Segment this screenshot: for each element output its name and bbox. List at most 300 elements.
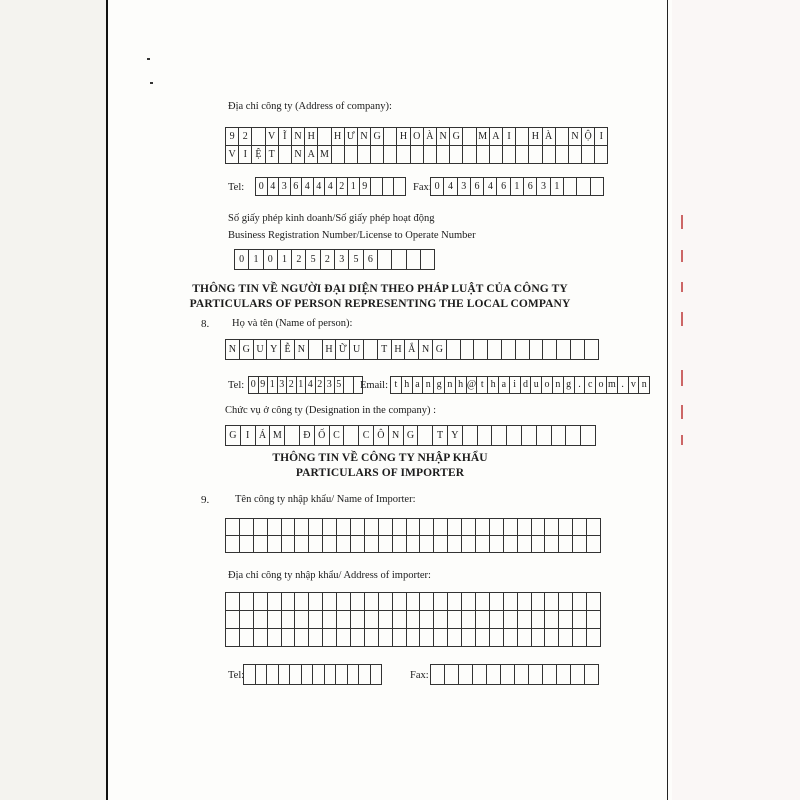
designation-field[interactable] bbox=[225, 425, 596, 446]
char-box[interactable]: H bbox=[529, 128, 542, 146]
char-box[interactable] bbox=[518, 629, 532, 647]
char-box[interactable] bbox=[254, 519, 268, 536]
char-box[interactable]: a bbox=[499, 377, 510, 394]
char-box[interactable] bbox=[473, 665, 487, 685]
char-box[interactable]: G bbox=[404, 426, 419, 446]
char-box[interactable] bbox=[323, 629, 337, 647]
char-box[interactable] bbox=[577, 178, 590, 196]
char-box[interactable] bbox=[393, 611, 407, 629]
char-box[interactable] bbox=[569, 146, 582, 164]
char-box[interactable]: Ố bbox=[315, 426, 330, 446]
char-box[interactable] bbox=[448, 593, 462, 611]
char-box[interactable] bbox=[437, 146, 450, 164]
char-box[interactable] bbox=[268, 629, 282, 647]
char-box[interactable] bbox=[309, 611, 323, 629]
char-box[interactable] bbox=[351, 611, 365, 629]
char-box[interactable] bbox=[516, 340, 530, 360]
char-box[interactable] bbox=[318, 128, 331, 146]
char-box[interactable] bbox=[254, 629, 268, 647]
char-box[interactable]: 3 bbox=[537, 178, 550, 196]
char-box[interactable]: 3 bbox=[458, 178, 471, 196]
char-box[interactable] bbox=[462, 593, 476, 611]
char-box[interactable]: Ộ bbox=[582, 128, 595, 146]
char-box[interactable] bbox=[379, 536, 393, 553]
char-box[interactable] bbox=[407, 629, 421, 647]
char-box[interactable]: h bbox=[456, 377, 467, 394]
char-box[interactable] bbox=[268, 519, 282, 536]
char-box[interactable] bbox=[418, 426, 433, 446]
char-box[interactable]: N bbox=[292, 146, 305, 164]
char-box[interactable]: 0 bbox=[256, 178, 268, 196]
char-box[interactable]: g bbox=[434, 377, 445, 394]
char-box[interactable]: 3 bbox=[278, 377, 288, 394]
char-box[interactable] bbox=[545, 536, 559, 553]
char-box[interactable]: V bbox=[266, 128, 279, 146]
char-box[interactable] bbox=[254, 536, 268, 553]
char-box[interactable]: v bbox=[629, 377, 640, 394]
char-box[interactable]: N bbox=[569, 128, 582, 146]
char-box[interactable]: n bbox=[423, 377, 434, 394]
company-address-line2[interactable] bbox=[225, 145, 608, 164]
char-box[interactable] bbox=[476, 629, 490, 647]
char-box[interactable] bbox=[501, 665, 515, 685]
char-box[interactable] bbox=[309, 629, 323, 647]
char-box[interactable]: Y bbox=[267, 340, 281, 360]
char-box[interactable] bbox=[351, 593, 365, 611]
char-box[interactable] bbox=[285, 426, 300, 446]
char-box[interactable] bbox=[504, 519, 518, 536]
char-box[interactable]: a bbox=[413, 377, 424, 394]
char-box[interactable]: 4 bbox=[306, 377, 316, 394]
char-box[interactable] bbox=[518, 536, 532, 553]
char-box[interactable]: 2 bbox=[337, 178, 349, 196]
char-box[interactable]: Y bbox=[448, 426, 463, 446]
char-box[interactable]: V bbox=[226, 146, 239, 164]
char-box[interactable] bbox=[378, 250, 392, 270]
char-box[interactable]: 0 bbox=[249, 377, 259, 394]
char-box[interactable] bbox=[393, 593, 407, 611]
char-box[interactable] bbox=[559, 519, 573, 536]
char-box[interactable]: Ư bbox=[345, 128, 358, 146]
char-box[interactable] bbox=[226, 629, 240, 647]
char-box[interactable]: 6 bbox=[471, 178, 484, 196]
char-box[interactable] bbox=[445, 665, 459, 685]
char-box[interactable]: U bbox=[350, 340, 364, 360]
char-box[interactable] bbox=[323, 593, 337, 611]
char-box[interactable]: u bbox=[531, 377, 542, 394]
char-box[interactable] bbox=[431, 665, 445, 685]
char-box[interactable] bbox=[420, 593, 434, 611]
char-box[interactable]: M bbox=[270, 426, 285, 446]
char-box[interactable]: 5 bbox=[306, 250, 320, 270]
char-box[interactable] bbox=[434, 611, 448, 629]
char-box[interactable] bbox=[407, 250, 421, 270]
char-box[interactable] bbox=[490, 536, 504, 553]
char-box[interactable] bbox=[434, 593, 448, 611]
char-box[interactable] bbox=[420, 629, 434, 647]
char-box[interactable] bbox=[474, 340, 488, 360]
char-box[interactable] bbox=[591, 178, 604, 196]
char-box[interactable]: d bbox=[521, 377, 532, 394]
char-box[interactable] bbox=[462, 611, 476, 629]
char-box[interactable] bbox=[595, 146, 608, 164]
char-box[interactable] bbox=[365, 536, 379, 553]
char-box[interactable] bbox=[295, 536, 309, 553]
char-box[interactable] bbox=[344, 426, 359, 446]
char-box[interactable]: À bbox=[424, 128, 437, 146]
char-box[interactable] bbox=[359, 665, 371, 685]
char-box[interactable]: i bbox=[510, 377, 521, 394]
char-box[interactable]: Đ bbox=[300, 426, 315, 446]
char-box[interactable]: 3 bbox=[335, 250, 349, 270]
char-box[interactable]: Ĩ bbox=[279, 128, 292, 146]
char-box[interactable] bbox=[504, 593, 518, 611]
char-box[interactable]: 6 bbox=[524, 178, 537, 196]
char-box[interactable] bbox=[226, 536, 240, 553]
char-box[interactable] bbox=[448, 519, 462, 536]
char-box[interactable] bbox=[240, 519, 254, 536]
char-box[interactable] bbox=[532, 593, 546, 611]
char-box[interactable] bbox=[573, 536, 587, 553]
char-box[interactable]: 1 bbox=[511, 178, 524, 196]
char-box[interactable] bbox=[371, 146, 384, 164]
char-box[interactable]: U bbox=[254, 340, 268, 360]
char-box[interactable] bbox=[379, 593, 393, 611]
char-box[interactable] bbox=[279, 146, 292, 164]
importer-address-field[interactable] bbox=[225, 592, 601, 647]
char-box[interactable] bbox=[351, 519, 365, 536]
char-box[interactable] bbox=[282, 629, 296, 647]
char-box[interactable] bbox=[407, 611, 421, 629]
char-box[interactable] bbox=[397, 146, 410, 164]
char-box[interactable]: 4 bbox=[314, 178, 326, 196]
char-box[interactable] bbox=[384, 146, 397, 164]
importer-tel-field[interactable] bbox=[243, 664, 382, 685]
char-box[interactable] bbox=[309, 340, 323, 360]
char-box[interactable] bbox=[302, 665, 314, 685]
char-box[interactable] bbox=[478, 426, 493, 446]
char-box[interactable] bbox=[490, 629, 504, 647]
char-box[interactable] bbox=[420, 611, 434, 629]
char-box[interactable] bbox=[532, 611, 546, 629]
char-box[interactable]: I bbox=[239, 146, 252, 164]
char-box[interactable]: M bbox=[318, 146, 331, 164]
char-box[interactable]: 4 bbox=[484, 178, 497, 196]
char-box[interactable] bbox=[559, 593, 573, 611]
char-box[interactable] bbox=[587, 629, 601, 647]
char-box[interactable] bbox=[393, 536, 407, 553]
char-box[interactable]: @ bbox=[467, 377, 478, 394]
char-box[interactable] bbox=[337, 593, 351, 611]
char-box[interactable] bbox=[447, 340, 461, 360]
char-box[interactable] bbox=[411, 146, 424, 164]
char-box[interactable]: . bbox=[618, 377, 629, 394]
person-tel-field[interactable] bbox=[248, 376, 363, 394]
char-box[interactable] bbox=[267, 665, 279, 685]
char-box[interactable]: N bbox=[226, 340, 240, 360]
char-box[interactable]: 0 bbox=[235, 250, 249, 270]
char-box[interactable] bbox=[268, 536, 282, 553]
char-box[interactable] bbox=[503, 146, 516, 164]
char-box[interactable] bbox=[434, 629, 448, 647]
char-box[interactable] bbox=[490, 611, 504, 629]
char-box[interactable] bbox=[420, 536, 434, 553]
char-box[interactable] bbox=[309, 519, 323, 536]
char-box[interactable] bbox=[268, 611, 282, 629]
char-box[interactable] bbox=[515, 665, 529, 685]
char-box[interactable] bbox=[543, 340, 557, 360]
char-box[interactable] bbox=[476, 611, 490, 629]
char-box[interactable] bbox=[337, 536, 351, 553]
char-box[interactable] bbox=[573, 611, 587, 629]
char-box[interactable] bbox=[559, 611, 573, 629]
char-box[interactable]: H bbox=[305, 128, 318, 146]
char-box[interactable]: 3 bbox=[325, 377, 335, 394]
char-box[interactable] bbox=[364, 340, 378, 360]
char-box[interactable] bbox=[407, 593, 421, 611]
char-box[interactable] bbox=[290, 665, 302, 685]
char-box[interactable] bbox=[545, 611, 559, 629]
char-box[interactable] bbox=[566, 426, 581, 446]
char-box[interactable] bbox=[394, 178, 406, 196]
char-box[interactable] bbox=[476, 519, 490, 536]
company-address-line1[interactable] bbox=[225, 127, 608, 146]
char-box[interactable] bbox=[516, 128, 529, 146]
char-box[interactable] bbox=[463, 426, 478, 446]
char-box[interactable] bbox=[557, 665, 571, 685]
char-box[interactable] bbox=[268, 593, 282, 611]
char-box[interactable] bbox=[393, 519, 407, 536]
char-box[interactable]: 5 bbox=[349, 250, 363, 270]
char-box[interactable] bbox=[557, 340, 571, 360]
char-box[interactable]: 1 bbox=[268, 377, 278, 394]
char-box[interactable] bbox=[587, 593, 601, 611]
char-box[interactable]: C bbox=[359, 426, 374, 446]
char-box[interactable] bbox=[384, 128, 397, 146]
char-box[interactable]: H bbox=[323, 340, 337, 360]
char-box[interactable] bbox=[487, 665, 501, 685]
char-box[interactable] bbox=[279, 665, 291, 685]
char-box[interactable]: N bbox=[437, 128, 450, 146]
char-box[interactable] bbox=[309, 536, 323, 553]
char-box[interactable] bbox=[532, 536, 546, 553]
char-box[interactable] bbox=[351, 629, 365, 647]
char-box[interactable]: 3 bbox=[279, 178, 291, 196]
char-box[interactable] bbox=[504, 611, 518, 629]
char-box[interactable]: À bbox=[543, 128, 556, 146]
char-box[interactable] bbox=[420, 519, 434, 536]
char-box[interactable]: 1 bbox=[551, 178, 564, 196]
char-box[interactable] bbox=[587, 519, 601, 536]
char-box[interactable] bbox=[587, 536, 601, 553]
char-box[interactable]: 5 bbox=[335, 377, 345, 394]
char-box[interactable]: I bbox=[503, 128, 516, 146]
char-box[interactable]: N bbox=[358, 128, 371, 146]
char-box[interactable] bbox=[345, 146, 358, 164]
char-box[interactable] bbox=[476, 593, 490, 611]
char-box[interactable] bbox=[379, 629, 393, 647]
char-box[interactable]: m bbox=[607, 377, 618, 394]
char-box[interactable] bbox=[459, 665, 473, 685]
char-box[interactable] bbox=[244, 665, 256, 685]
person-email-field[interactable] bbox=[390, 376, 650, 394]
char-box[interactable] bbox=[351, 536, 365, 553]
char-box[interactable]: 6 bbox=[497, 178, 510, 196]
char-box[interactable] bbox=[461, 340, 475, 360]
char-box[interactable]: 6 bbox=[364, 250, 378, 270]
char-box[interactable] bbox=[337, 629, 351, 647]
char-box[interactable]: I bbox=[595, 128, 608, 146]
char-box[interactable] bbox=[530, 340, 544, 360]
char-box[interactable] bbox=[256, 665, 268, 685]
char-box[interactable]: 0 bbox=[264, 250, 278, 270]
char-box[interactable] bbox=[522, 426, 537, 446]
char-box[interactable] bbox=[573, 519, 587, 536]
char-box[interactable] bbox=[383, 178, 395, 196]
char-box[interactable] bbox=[488, 340, 502, 360]
char-box[interactable]: Ữ bbox=[336, 340, 350, 360]
char-box[interactable]: N bbox=[389, 426, 404, 446]
char-box[interactable]: 2 bbox=[292, 250, 306, 270]
char-box[interactable]: 1 bbox=[348, 178, 360, 196]
char-box[interactable] bbox=[462, 629, 476, 647]
char-box[interactable]: 2 bbox=[239, 128, 252, 146]
char-box[interactable]: C bbox=[330, 426, 345, 446]
char-box[interactable] bbox=[585, 665, 599, 685]
char-box[interactable]: . bbox=[575, 377, 586, 394]
char-box[interactable] bbox=[379, 519, 393, 536]
char-box[interactable] bbox=[226, 611, 240, 629]
char-box[interactable]: A bbox=[305, 146, 318, 164]
char-box[interactable] bbox=[407, 536, 421, 553]
char-box[interactable] bbox=[490, 593, 504, 611]
char-box[interactable] bbox=[529, 146, 542, 164]
char-box[interactable] bbox=[504, 629, 518, 647]
char-box[interactable]: n bbox=[639, 377, 650, 394]
char-box[interactable] bbox=[518, 611, 532, 629]
char-box[interactable] bbox=[581, 426, 596, 446]
char-box[interactable] bbox=[573, 629, 587, 647]
char-box[interactable] bbox=[448, 629, 462, 647]
char-box[interactable] bbox=[282, 611, 296, 629]
char-box[interactable]: 9 bbox=[226, 128, 239, 146]
char-box[interactable] bbox=[226, 593, 240, 611]
char-box[interactable] bbox=[571, 340, 585, 360]
char-box[interactable] bbox=[358, 146, 371, 164]
char-box[interactable]: Á bbox=[256, 426, 271, 446]
char-box[interactable] bbox=[323, 536, 337, 553]
char-box[interactable] bbox=[254, 593, 268, 611]
char-box[interactable]: N bbox=[292, 128, 305, 146]
char-box[interactable]: I bbox=[241, 426, 256, 446]
char-box[interactable] bbox=[502, 340, 516, 360]
char-box[interactable] bbox=[463, 128, 476, 146]
char-box[interactable] bbox=[463, 146, 476, 164]
char-box[interactable] bbox=[537, 426, 552, 446]
char-box[interactable]: G bbox=[240, 340, 254, 360]
char-box[interactable] bbox=[392, 250, 406, 270]
char-box[interactable]: 0 bbox=[431, 178, 444, 196]
char-box[interactable] bbox=[348, 665, 360, 685]
char-box[interactable]: M bbox=[477, 128, 490, 146]
char-box[interactable]: N bbox=[295, 340, 309, 360]
char-box[interactable] bbox=[529, 665, 543, 685]
char-box[interactable] bbox=[365, 593, 379, 611]
char-box[interactable]: 2 bbox=[321, 250, 335, 270]
char-box[interactable] bbox=[337, 519, 351, 536]
char-box[interactable] bbox=[559, 536, 573, 553]
char-box[interactable]: G bbox=[433, 340, 447, 360]
char-box[interactable]: 4 bbox=[444, 178, 457, 196]
char-box[interactable] bbox=[587, 611, 601, 629]
char-box[interactable] bbox=[282, 536, 296, 553]
char-box[interactable] bbox=[571, 665, 585, 685]
char-box[interactable] bbox=[462, 519, 476, 536]
char-box[interactable] bbox=[295, 519, 309, 536]
char-box[interactable] bbox=[504, 536, 518, 553]
char-box[interactable] bbox=[323, 611, 337, 629]
char-box[interactable] bbox=[365, 629, 379, 647]
char-box[interactable]: H bbox=[392, 340, 406, 360]
char-box[interactable] bbox=[371, 665, 383, 685]
char-box[interactable] bbox=[543, 146, 556, 164]
char-box[interactable] bbox=[507, 426, 522, 446]
char-box[interactable]: o bbox=[542, 377, 553, 394]
char-box[interactable]: O bbox=[411, 128, 424, 146]
char-box[interactable]: T bbox=[433, 426, 448, 446]
char-box[interactable] bbox=[421, 250, 435, 270]
char-box[interactable] bbox=[450, 146, 463, 164]
char-box[interactable]: h bbox=[488, 377, 499, 394]
char-box[interactable]: 4 bbox=[325, 178, 337, 196]
char-box[interactable]: o bbox=[596, 377, 607, 394]
char-box[interactable]: n bbox=[445, 377, 456, 394]
char-box[interactable] bbox=[490, 146, 503, 164]
char-box[interactable]: n bbox=[553, 377, 564, 394]
char-box[interactable] bbox=[325, 665, 337, 685]
char-box[interactable]: h bbox=[402, 377, 413, 394]
char-box[interactable] bbox=[226, 519, 240, 536]
char-box[interactable] bbox=[559, 629, 573, 647]
char-box[interactable] bbox=[545, 629, 559, 647]
char-box[interactable] bbox=[585, 340, 599, 360]
char-box[interactable]: t bbox=[477, 377, 488, 394]
char-box[interactable]: Ệ bbox=[252, 146, 265, 164]
char-box[interactable]: Ễ bbox=[281, 340, 295, 360]
char-box[interactable]: T bbox=[378, 340, 392, 360]
char-box[interactable] bbox=[582, 146, 595, 164]
char-box[interactable]: G bbox=[226, 426, 241, 446]
char-box[interactable] bbox=[543, 665, 557, 685]
char-box[interactable] bbox=[407, 519, 421, 536]
char-box[interactable] bbox=[337, 611, 351, 629]
char-box[interactable]: H bbox=[332, 128, 345, 146]
char-box[interactable] bbox=[371, 178, 383, 196]
char-box[interactable] bbox=[323, 519, 337, 536]
company-tel-field[interactable] bbox=[255, 177, 406, 196]
char-box[interactable] bbox=[545, 593, 559, 611]
char-box[interactable] bbox=[424, 146, 437, 164]
char-box[interactable]: H bbox=[397, 128, 410, 146]
char-box[interactable] bbox=[545, 519, 559, 536]
char-box[interactable] bbox=[532, 519, 546, 536]
char-box[interactable] bbox=[556, 128, 569, 146]
char-box[interactable]: g bbox=[564, 377, 575, 394]
char-box[interactable] bbox=[492, 426, 507, 446]
importer-fax-field[interactable] bbox=[430, 664, 599, 685]
char-box[interactable]: G bbox=[450, 128, 463, 146]
char-box[interactable] bbox=[556, 146, 569, 164]
